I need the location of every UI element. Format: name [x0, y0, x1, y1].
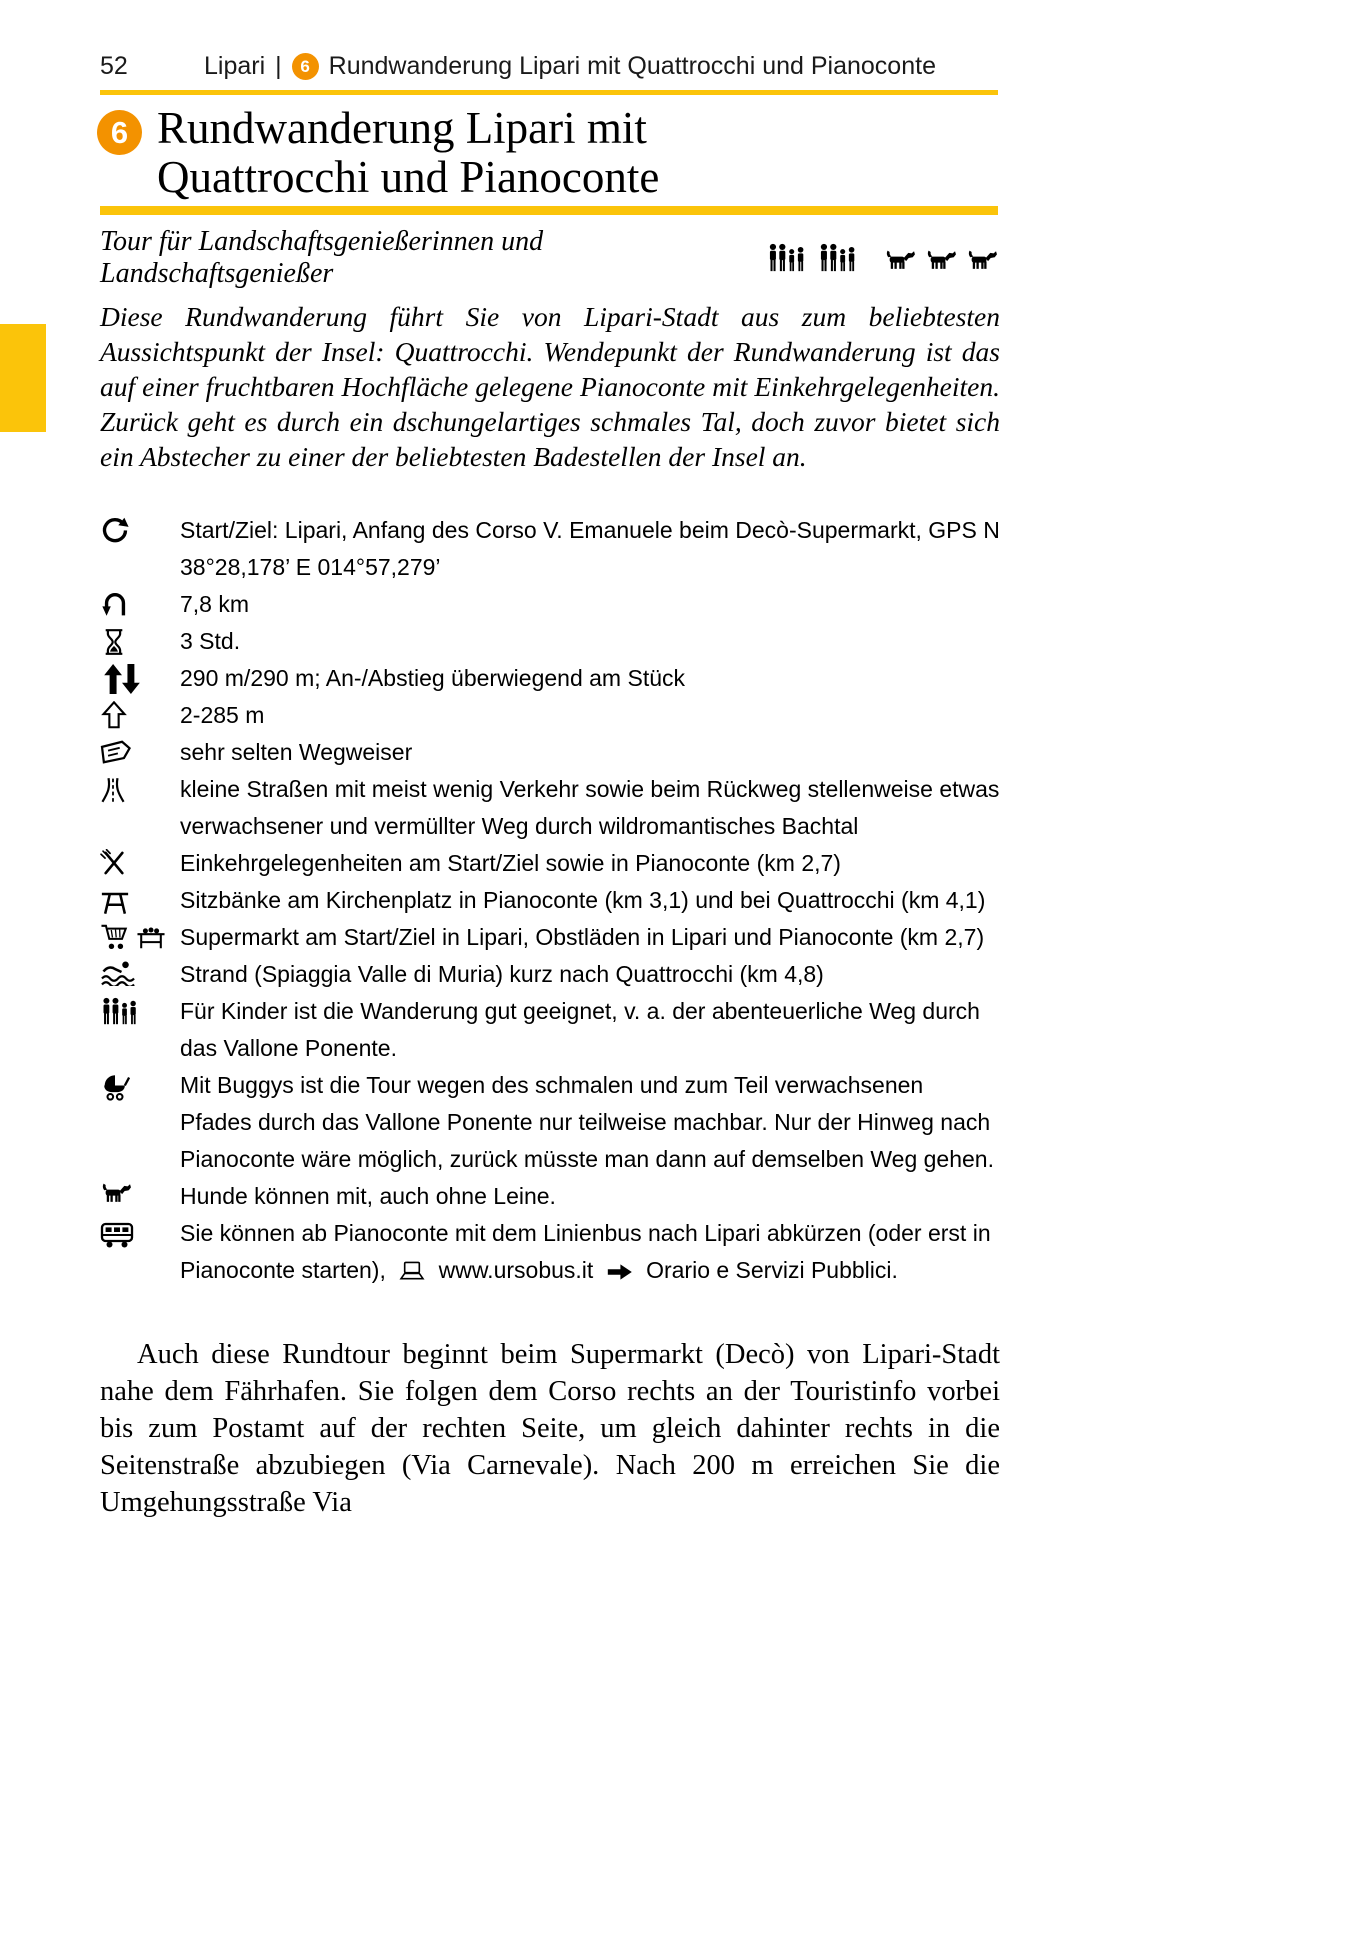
- info-text-children: Für Kinder ist die Wanderung gut geeignet, v. a. der abenteuerliche Weg durch das Vallone Ponente.: [180, 998, 980, 1061]
- people-group-icon: [817, 243, 859, 273]
- header-route-title: Rundwanderung Lipari mit Quattrocchi und Pianoconte: [328, 52, 936, 80]
- info-text-duration: 3 Std.: [180, 628, 241, 654]
- info-item-beach: [100, 956, 1000, 993]
- info-item-start: [100, 512, 1000, 586]
- altitude-icon: [100, 701, 128, 729]
- route-title-line1: Rundwanderung Lipari mit: [157, 103, 647, 153]
- info-text-food: Einkehrgelegenheiten am Start/Ziel sowie in Pianoconte (km 2,7): [180, 850, 841, 876]
- info-text-ascent: 290 m/290 m; An-/Abstieg überwiegend am Stück: [180, 665, 686, 691]
- info-item-ascent: [100, 660, 1000, 697]
- stroller-icon: [100, 1071, 130, 1101]
- hourglass-icon: [100, 627, 128, 657]
- info-text-stroller: Mit Buggys ist die Tour wegen des schmalen und zum Teil verwachsenen Pfades durch das Vallone Ponente nur teilweise machbar. Nur der Hinweg nach Pianoconte wäre möglich, zurück müsste man dann auf demselben Weg gehen.: [180, 1072, 994, 1172]
- info-item-children: [100, 993, 1000, 1067]
- info-item-duration: [100, 623, 1000, 660]
- info-item-distance: [100, 586, 1000, 623]
- intro-paragraph: Diese Rundwanderung führt Sie von Lipari-Stadt aus zum beliebtesten Aussichtspunkt der Insel: Quattrocchi. Wendepunkt der Rundwanderung ist das auf einer fruchtbaren Hochfläche gelegene Pianoconte mit Einkehrgelegenheiten. Zurück geht es durch ein dschungelartiges schmales Tal, doch zuvor bietet sich ein Abstecher zu einer der beliebtesten Badestellen der Insel an.: [100, 301, 1000, 472]
- suitability-icons: [766, 243, 998, 273]
- market-stand-icon: [135, 923, 167, 951]
- header-rule: [100, 90, 998, 95]
- info-text-altitude: 2-285 m: [180, 702, 265, 728]
- people-group-icon: [766, 243, 808, 273]
- header-divider: |: [275, 52, 282, 80]
- bus-icon: [100, 1219, 134, 1249]
- info-text-waymarks: sehr selten Wegweiser: [180, 739, 413, 765]
- shopping-cart-icon: [100, 923, 130, 951]
- dog-icon: [884, 249, 916, 273]
- info-item-bus: [100, 1215, 1000, 1289]
- page-header: [100, 52, 998, 81]
- people-group-icon: [100, 997, 140, 1026]
- bench-icon: [100, 886, 130, 916]
- dog-icon: [100, 1182, 132, 1206]
- subtitle-row: [100, 226, 998, 290]
- route-arrow-icon: [100, 590, 130, 620]
- info-item-dogs: [100, 1178, 1000, 1215]
- arrow-right-icon: [607, 1262, 633, 1282]
- route-title: [157, 104, 659, 202]
- route-title-block: [97, 104, 659, 202]
- info-item-benches: [100, 882, 1000, 919]
- subtitle: Tour für Landschaftsgenießerinnen und Landschaftsgenießer: [100, 226, 544, 289]
- title-rule: [100, 206, 998, 215]
- bus-url: www.ursobus.it: [438, 1257, 594, 1283]
- header-section: Lipari: [204, 52, 266, 80]
- route-number-badge: 6: [97, 110, 142, 155]
- swimming-icon: [100, 960, 136, 986]
- info-item-trail: [100, 771, 1000, 845]
- bus-text: Sie können ab Pianoconte mit dem Linienbus nach Lipari abkürzen (oder erst in Pianoconte starten),: [180, 1220, 991, 1283]
- info-item-altitude: [100, 697, 1000, 734]
- dog-icon: [966, 249, 998, 273]
- roundtrip-icon: [100, 516, 130, 546]
- info-text-shopping: Supermarkt am Start/Ziel in Lipari, Obstläden in Lipari und Pianoconte (km 2,7): [180, 924, 985, 950]
- laptop-icon: [399, 1260, 425, 1282]
- info-item-food: [100, 845, 1000, 882]
- info-item-waymarks: [100, 734, 1000, 771]
- ascent-descent-icon: [100, 664, 144, 694]
- info-text-dogs: Hunde können mit, auch ohne Leine.: [180, 1183, 556, 1209]
- info-text-distance: 7,8 km: [180, 591, 250, 617]
- info-text-benches: Sitzbänke am Kirchenplatz in Pianoconte (km 3,1) und bei Quattrocchi (km 4,1): [180, 887, 986, 913]
- route-title-line2: Quattrocchi und Pianoconte: [157, 152, 660, 202]
- dog-icon: [925, 249, 957, 273]
- info-text-bus: [180, 1215, 1000, 1289]
- info-item-stroller: [100, 1067, 1000, 1178]
- tour-facts-list: [100, 512, 1000, 1289]
- info-text-trail: kleine Straßen mit meist wenig Verkehr sowie beim Rückweg stellenweise etwas verwachsener und vermüllter Weg durch wildromantisches Bachtal: [180, 776, 1000, 839]
- bus-link-label: Orario e Servizi Pubblici.: [646, 1257, 898, 1283]
- cutlery-icon: [100, 849, 128, 877]
- margin-tab: [0, 324, 46, 432]
- body-paragraph: Auch diese Rundtour beginnt beim Supermarkt (Decò) von Lipari-Stadt nahe dem Fährhafen. Sie folgen dem Corso rechts an der Touristinfo vorbei bis zum Postamt auf der rechten Seite, um gleich dahinter rechts in die Seitenstraße abzubiegen (Via Carnevale). Nach 200 m erreichen Sie die Umgehungsstraße Via: [100, 1339, 1000, 1518]
- info-text-start: Start/Ziel: Lipari, Anfang des Corso V. Emanuele beim Decò-Supermarkt, GPS N 38°28,178’ E 014°57,279’: [180, 517, 1000, 580]
- info-item-shopping: [100, 919, 1000, 956]
- running-title: [204, 52, 936, 81]
- signpost-icon: [100, 738, 132, 766]
- info-text-beach: Strand (Spiaggia Valle di Muria) kurz nach Quattrocchi (km 4,8): [180, 961, 824, 987]
- route-number-badge-small: 6: [292, 53, 319, 80]
- road-icon: [100, 775, 126, 805]
- page-number: 52: [100, 52, 128, 80]
